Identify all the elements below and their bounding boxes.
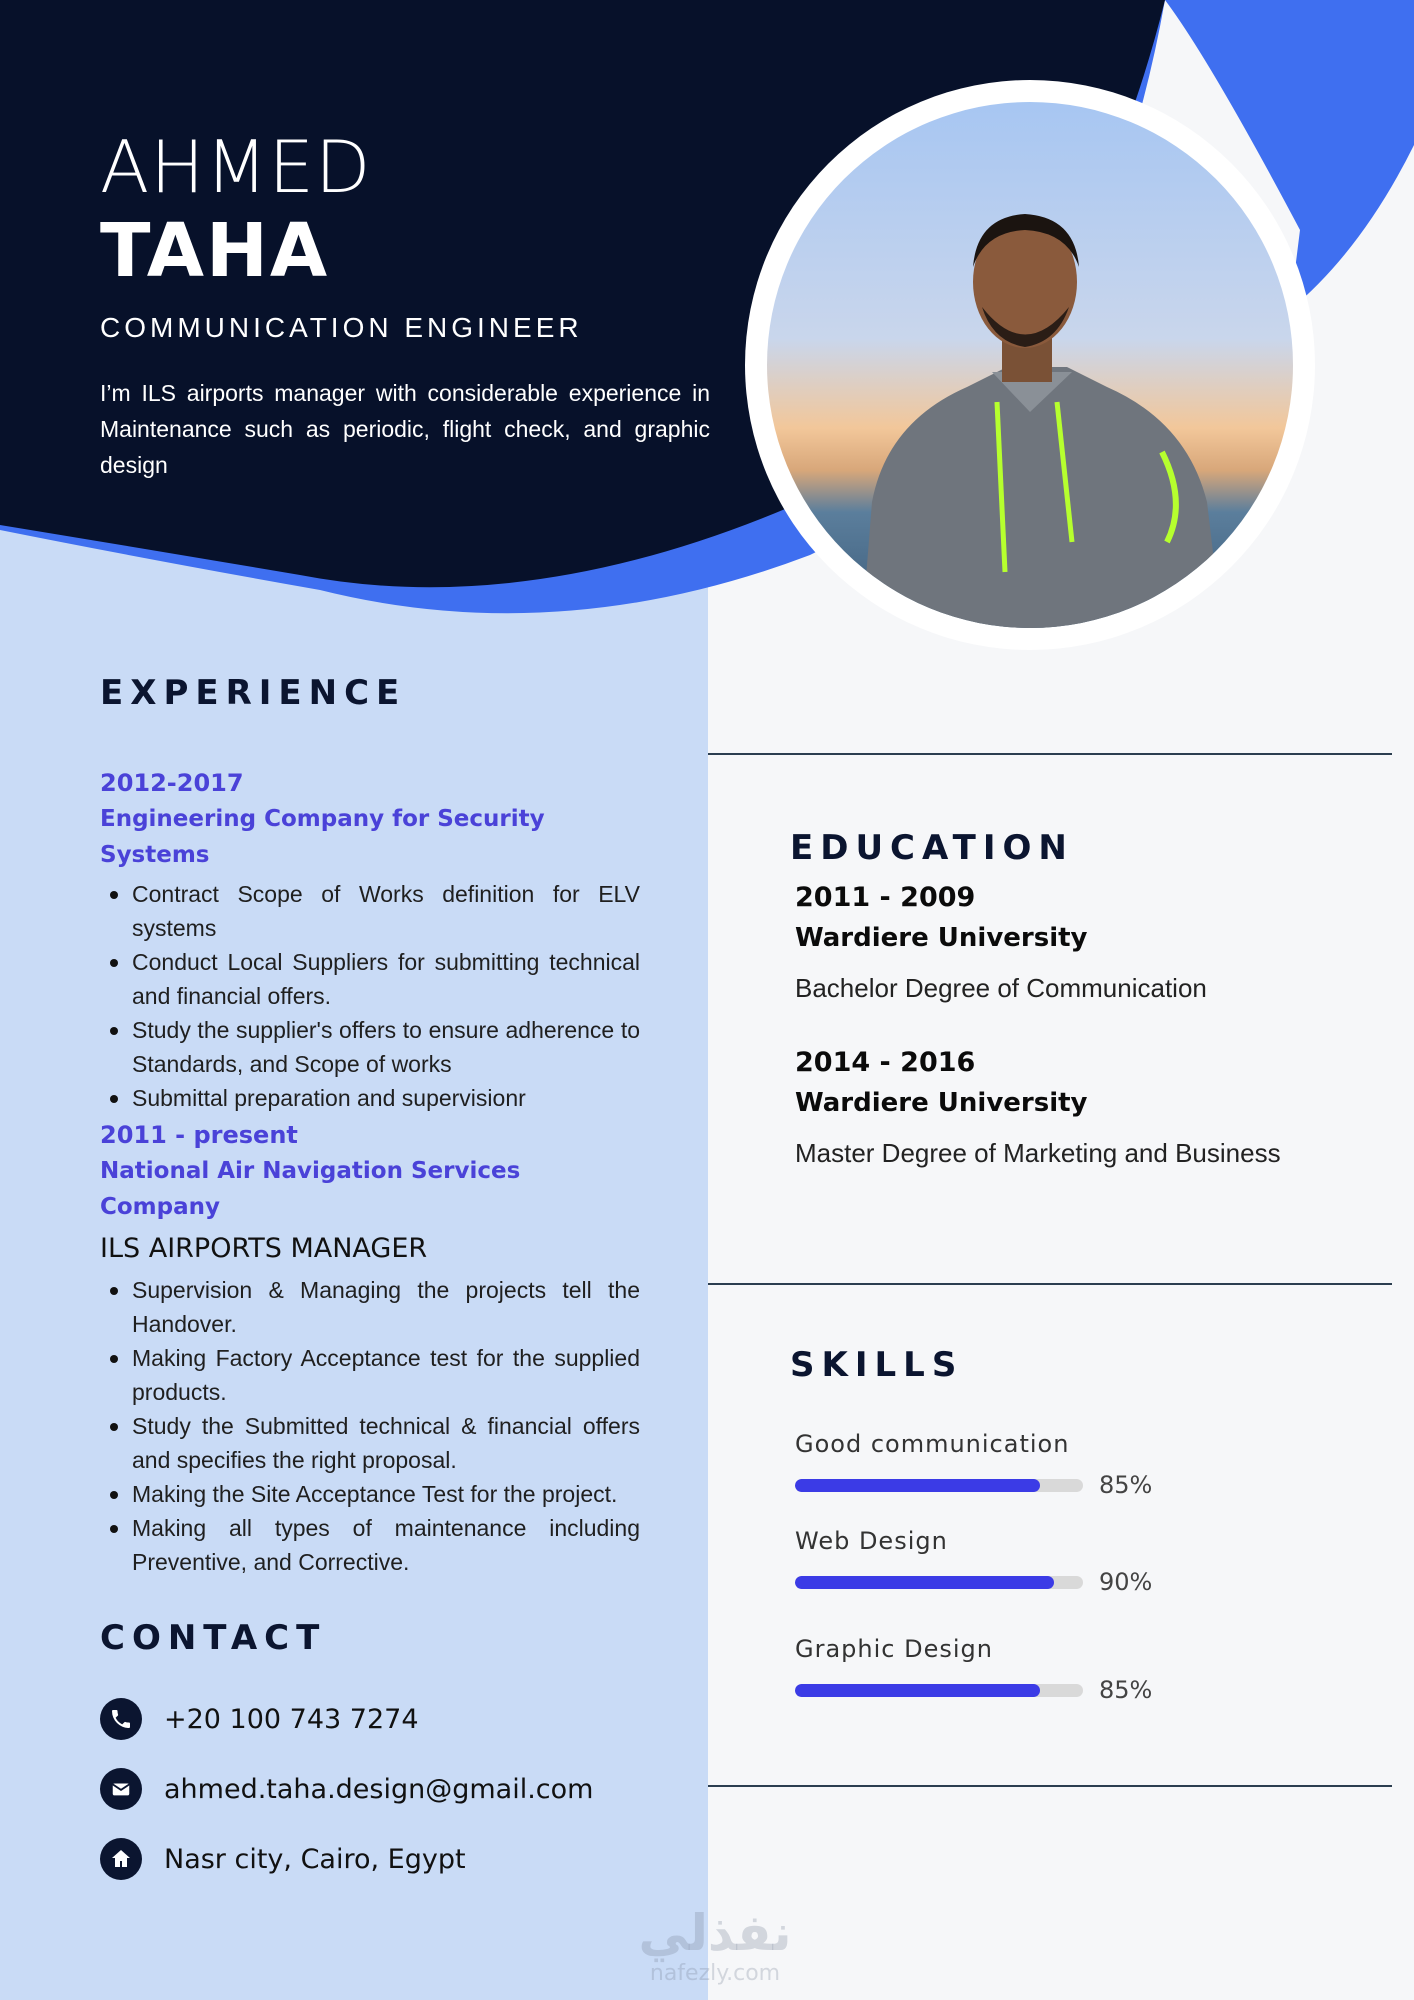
skill-bar-fill: [795, 1479, 1040, 1492]
skill-percent: 90%: [1099, 1568, 1153, 1596]
person-silhouette: [767, 102, 1293, 628]
skill-percent: 85%: [1099, 1676, 1153, 1704]
skill-bar-fill: [795, 1684, 1040, 1697]
watermark-arabic: نفذلي: [638, 1904, 792, 1962]
education-heading: EDUCATION: [790, 828, 1074, 868]
skill-name: Graphic Design: [795, 1635, 993, 1663]
divider: [708, 1785, 1392, 1787]
job-responsibilities: [100, 1273, 640, 1579]
skill-item: [795, 1524, 1195, 1596]
job-entry-2: [100, 1117, 640, 1579]
skill-bar-track: [795, 1479, 1083, 1492]
last-name: TAHA: [100, 208, 330, 294]
list-item: Study the supplier's offers to ensure adherence to Standards, and Scope of works: [100, 1013, 640, 1081]
list-item: Conduct Local Suppliers for submitting technical and financial offers.: [100, 945, 640, 1013]
skill-item: [795, 1632, 1195, 1704]
home-icon: [100, 1838, 142, 1880]
job-responsibilities: [100, 877, 640, 1115]
profile-photo-image: [767, 102, 1293, 628]
list-item: Making the Site Acceptance Test for the project.: [100, 1477, 640, 1511]
contact-phone[interactable]: [100, 1697, 419, 1741]
education-school: Wardiere University: [795, 923, 1088, 953]
skills-heading: SKILLS: [790, 1345, 964, 1385]
job-entry-1: [100, 765, 640, 1115]
job-company: National Air Navigation Services Company: [100, 1158, 521, 1220]
job-period: 2011 - present: [100, 1121, 298, 1149]
list-item: Making all types of maintenance including Preventive, and Corrective.: [100, 1511, 640, 1579]
education-period: 2014 - 2016: [795, 1047, 976, 1078]
list-item: Supervision & Managing the projects tell the Handover.: [100, 1273, 640, 1341]
education-entry-2: [795, 1043, 1315, 1171]
phone-number: +20 100 743 7274: [164, 1703, 419, 1735]
profile-summary: I’m ILS airports manager with considerable experience in Maintenance such as periodic, flight check, and graphic design: [100, 380, 710, 478]
list-item: Study the Submitted technical & financial offers and specifies the right proposal.: [100, 1409, 640, 1477]
skill-bar-track: [795, 1576, 1083, 1589]
education-period: 2011 - 2009: [795, 882, 976, 913]
contact-heading: CONTACT: [100, 1618, 327, 1658]
divider: [708, 1283, 1392, 1285]
address: Nasr city, Cairo, Egypt: [164, 1843, 466, 1875]
list-item: Contract Scope of Works definition for ELV systems: [100, 877, 640, 945]
education-degree: Master Degree of Marketing and Business: [795, 1138, 1281, 1168]
job-period: 2012-2017: [100, 769, 244, 797]
profile-photo: [745, 80, 1315, 650]
mail-icon: [100, 1768, 142, 1810]
list-item: Making Factory Acceptance test for the supplied products.: [100, 1341, 640, 1409]
skill-bar-fill: [795, 1576, 1054, 1589]
phone-icon: [100, 1698, 142, 1740]
watermark: [620, 1905, 810, 1987]
divider: [708, 753, 1392, 755]
contact-email[interactable]: [100, 1767, 593, 1811]
contact-address: [100, 1837, 466, 1881]
education-entry-1: [795, 878, 1315, 1006]
email-address: ahmed.taha.design@gmail.com: [164, 1773, 594, 1805]
first-name: AHMED: [100, 125, 372, 209]
skill-percent: 85%: [1099, 1471, 1153, 1499]
skill-name: Good communication: [795, 1430, 1070, 1458]
skill-bar-track: [795, 1684, 1083, 1697]
header: [100, 125, 710, 483]
skill-name: Web Design: [795, 1527, 948, 1555]
experience-heading: EXPERIENCE: [100, 673, 407, 713]
watermark-url: nafezly.com: [649, 1961, 781, 1986]
education-degree: Bachelor Degree of Communication: [795, 973, 1207, 1003]
list-item: Submittal preparation and supervisionr: [100, 1081, 640, 1115]
skill-item: [795, 1427, 1195, 1499]
education-school: Wardiere University: [795, 1088, 1088, 1118]
job-title: COMMUNICATION ENGINEER: [100, 312, 583, 343]
job-role: ILS AIRPORTS MANAGER: [100, 1233, 428, 1264]
job-company: Engineering Company for Security Systems: [100, 806, 545, 868]
